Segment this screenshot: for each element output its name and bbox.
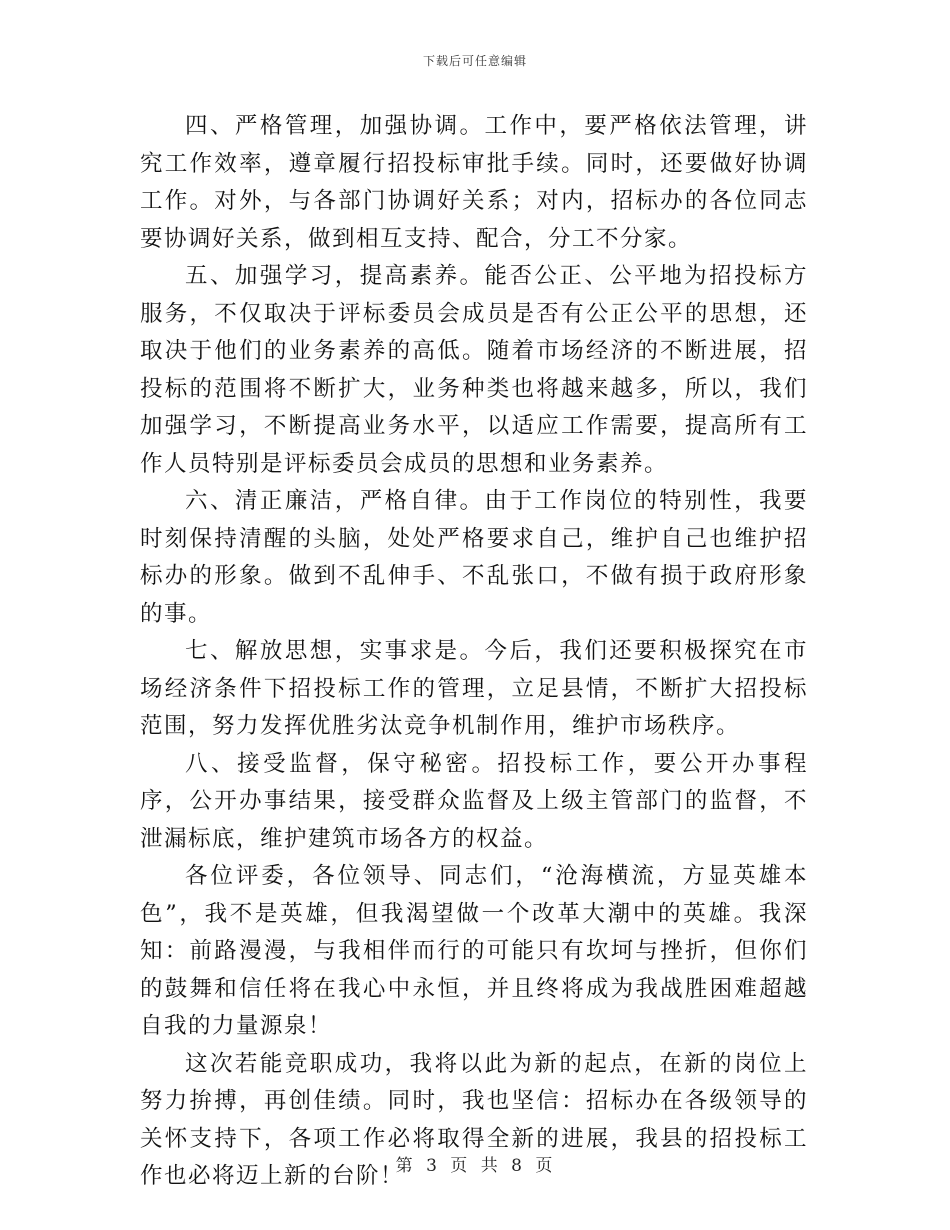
header-note: 下载后可任意编辑 bbox=[422, 54, 527, 68]
paragraph-address: 各位评委，各位领导、同志们，“沧海横流，方显英雄本色”，我不是英雄，但我渴望做一个改革大潮中的英雄。我深知：前路漫漫，与我相伴而行的可能只有坎坷与挫折，但你们的鼓舞和信任将在我心中永恒，并且终将成为我战胜困难超越自我的力量源泉！ bbox=[140, 863, 808, 1039]
paragraph-section-7: 七、解放思想，实事求是。今后，我们还要积极探究在市场经济条件下招投标工作的管理，立足县情，不断扩大招投标范围，努力发挥优胜劣汰竞争机制作用，维护市场秩序。 bbox=[140, 638, 808, 739]
paragraph-section-4: 四、严格管理，加强协调。工作中，要严格依法管理，讲究工作效率，遵章履行招投标审批手续。同时，还要做好协调工作。对外，与各部门协调好关系；对内，招标办的各位同志要协调好关系，做到相互支持、配合，分工不分家。 bbox=[140, 113, 808, 252]
paragraph-section-6: 六、清正廉洁，严格自律。由于工作岗位的特别性，我要时刻保持清醒的头脑，处处严格要求自己，维护自己也维护招标办的形象。做到不乱伸手、不乱张口，不做有损于政府形象的事。 bbox=[140, 488, 808, 627]
page-number-footer: 第 3 页 共 8 页 bbox=[395, 1156, 555, 1176]
paragraph-closing: 这次若能竞职成功，我将以此为新的起点，在新的岗位上努力拚搏，再创佳绩。同时，我也坚信：招标办在各级领导的关怀支持下，各项工作必将取得全新的进展，我县的招投标工作也必将迈上新的台阶！ bbox=[140, 1050, 808, 1189]
paragraph-section-5: 五、加强学习，提高素养。能否公正、公平地为招投标方服务，不仅取决于评标委员会成员是否有公正公平的思想，还取决于他们的业务素养的高低。随着市场经济的不断进展，招投标的范围将不断扩大，业务种类也将越来越多，所以，我们加强学习，不断提高业务水平，以适应工作需要，提高所有工作人员特别是评标委员会成员的思想和业务素养。 bbox=[140, 263, 808, 477]
paragraph-section-8: 八、接受监督，保守秘密。招投标工作，要公开办事程序，公开办事结果，接受群众监督及上级主管部门的监督，不泄漏标底，维护建筑市场各方的权益。 bbox=[140, 750, 808, 852]
document-body bbox=[140, 108, 808, 1196]
